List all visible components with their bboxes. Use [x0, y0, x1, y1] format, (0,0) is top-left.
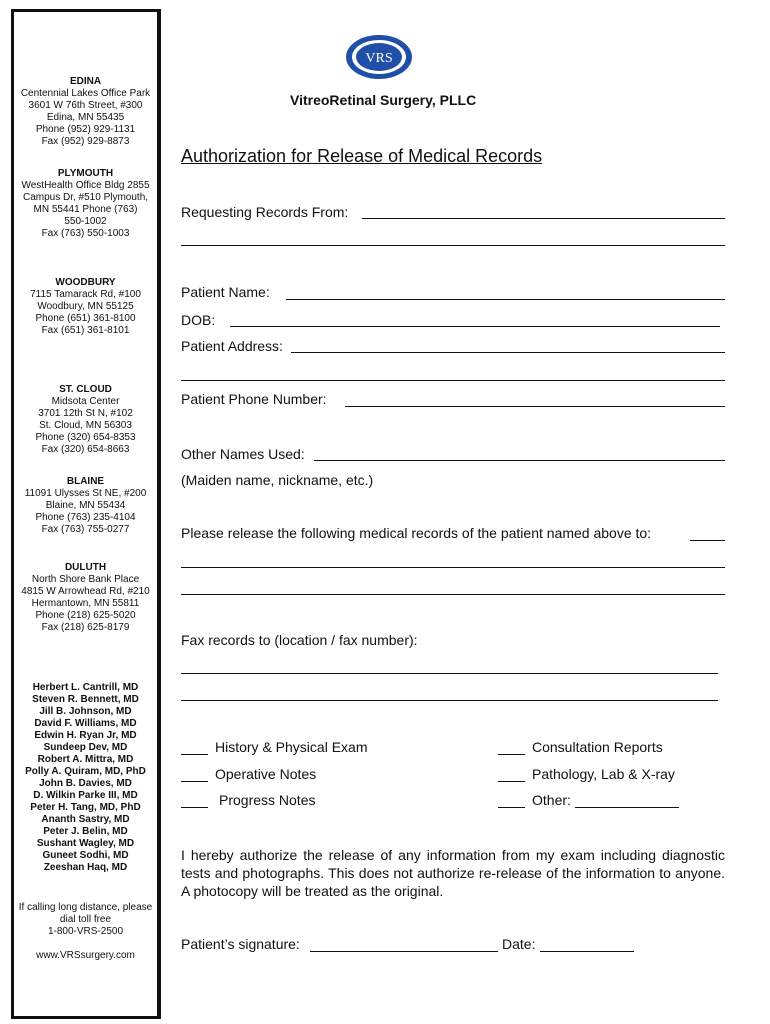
physician-name: Ananth Sastry, MD	[41, 814, 130, 825]
requesting-from-field[interactable]	[362, 218, 725, 219]
location-line: Phone (320) 654-8353	[35, 432, 136, 443]
patient-address-field-line2[interactable]	[181, 380, 725, 381]
location-name: BLAINE	[66, 476, 105, 487]
location-line: Woodbury, MN 55125	[37, 301, 134, 312]
physician-name: Sushant Wagley, MD	[36, 838, 135, 849]
pathology-lab-label: Pathology, Lab & X-ray	[532, 766, 675, 782]
location-edina	[14, 76, 157, 148]
location-blaine	[14, 476, 157, 536]
toll-free-note	[14, 902, 157, 938]
release-to-label: Please release the following medical records of the patient named above to:	[181, 525, 652, 541]
physician-name: Steven R. Bennett, MD	[32, 694, 139, 705]
history-physical-checkbox[interactable]	[181, 754, 208, 755]
vrs-eye-logo	[344, 33, 414, 81]
dob-field[interactable]	[230, 326, 720, 327]
patient-phone-label: Patient Phone Number:	[181, 391, 327, 407]
physician-name: Jill B. Johnson, MD	[39, 706, 132, 717]
physician-name: Zeeshan Haq, MD	[43, 862, 128, 873]
location-name: DULUTH	[64, 562, 107, 573]
location-line: Centennial Lakes Office Park	[20, 88, 151, 99]
patient-name-field[interactable]	[286, 299, 725, 300]
fax-records-label: Fax records to (location / fax number):	[181, 632, 418, 648]
physician-name: Peter J. Belin, MD	[43, 826, 128, 837]
location-line: Fax (320) 654-8663	[41, 444, 130, 455]
physician-name: David F. Williams, MD	[34, 718, 137, 729]
physician-name: Guneet Sodhi, MD	[42, 850, 129, 861]
pathology-lab-checkbox[interactable]	[498, 781, 525, 782]
location-line: Phone (952) 929-1131	[35, 124, 136, 135]
location-name: ST. CLOUD	[59, 384, 112, 395]
consultation-reports-label: Consultation Reports	[532, 739, 663, 755]
other-names-field[interactable]	[314, 460, 725, 461]
location-line: 4815 W Arrowhead Rd, #210	[21, 586, 150, 597]
footer-line: If calling long distance, please	[18, 902, 153, 913]
release-to-field[interactable]	[690, 540, 725, 541]
requesting-from-field-line2[interactable]	[181, 245, 725, 246]
physician-name: D. Wilkin Parke III, MD	[33, 790, 138, 801]
dob-label: DOB:	[181, 312, 216, 328]
fax-records-field[interactable]	[181, 673, 718, 674]
physician-name: Robert A. Mittra, MD	[37, 754, 134, 765]
location-line: Midsota Center	[51, 396, 120, 407]
other-names-label: Other Names Used:	[181, 446, 305, 462]
operative-notes-checkbox[interactable]	[181, 781, 208, 782]
location-duluth	[14, 562, 157, 634]
location-line: Fax (218) 625-8179	[41, 622, 130, 633]
location-line: MN 55441 Phone (763)	[33, 204, 138, 215]
location-line: Phone (651) 361-8100	[35, 313, 136, 324]
other-records-field[interactable]	[575, 807, 679, 808]
location-line: 11091 Ulysses St NE, #200	[24, 488, 147, 499]
physician-name: Peter H. Tang, MD, PhD	[30, 802, 141, 813]
physician-name: Herbert L. Cantrill, MD	[32, 682, 139, 693]
footer-line: dial toll free	[59, 914, 112, 925]
requesting-from-label: Requesting Records From:	[181, 204, 349, 220]
location-line: 7115 Tamarack Rd, #100	[30, 289, 141, 300]
location-line: 550-1002	[64, 216, 107, 227]
form-title: Authorization for Release of Medical Records	[181, 146, 543, 166]
location-name: EDINA	[69, 76, 102, 87]
patient-address-label: Patient Address:	[181, 338, 283, 354]
location-line: WestHealth Office Bldg 2855	[21, 180, 150, 191]
location-line: 3601 W 76th Street, #300	[28, 100, 143, 111]
physician-list	[14, 682, 157, 874]
logo-text: VRS	[365, 51, 393, 66]
date-label: Date:	[502, 936, 536, 952]
footer-line: 1-800-VRS-2500	[47, 926, 124, 937]
other-records-label: Other:	[532, 792, 571, 808]
location-line: Hermantown, MN 55811	[31, 598, 140, 609]
progress-notes-label: Progress Notes	[219, 792, 316, 808]
physician-name: Sundeep Dev, MD	[43, 742, 128, 753]
location-line: North Shore Bank Place	[31, 574, 140, 585]
date-field[interactable]	[540, 951, 634, 952]
location-line: Edina, MN 55435	[46, 112, 125, 123]
location-line: Fax (763) 550-1003	[41, 228, 130, 239]
location-st-cloud	[14, 384, 157, 456]
location-name: WOODBURY	[55, 277, 116, 288]
history-physical-label: History & Physical Exam	[215, 739, 368, 755]
other-records-checkbox[interactable]	[498, 807, 525, 808]
consultation-reports-checkbox[interactable]	[498, 754, 525, 755]
practice-name: VitreoRetinal Surgery, PLLC	[290, 92, 477, 108]
other-names-hint: (Maiden name, nickname, etc.)	[181, 472, 374, 488]
progress-notes-checkbox[interactable]	[181, 807, 208, 808]
location-line: St. Cloud, MN 56303	[39, 420, 132, 431]
location-line: Phone (763) 235-4104	[35, 512, 136, 523]
release-to-field-line2[interactable]	[181, 567, 725, 568]
fax-records-field-line2[interactable]	[181, 700, 718, 701]
physician-name: Polly A. Quiram, MD, PhD	[25, 766, 146, 777]
locations-sidebar	[11, 9, 161, 1019]
signature-field[interactable]	[310, 951, 498, 952]
location-line: Fax (952) 929-8873	[41, 136, 130, 147]
physician-name: John B. Davies, MD	[39, 778, 132, 789]
location-line: Phone (218) 625-5020	[35, 610, 136, 621]
release-to-field-line3[interactable]	[181, 594, 725, 595]
operative-notes-label: Operative Notes	[215, 766, 317, 782]
patient-name-label: Patient Name:	[181, 284, 270, 300]
location-line: Fax (763) 755-0277	[41, 524, 130, 535]
physician-name: Edwin H. Ryan Jr, MD	[34, 730, 137, 741]
website-link[interactable]: www.VRSsurgery.com	[36, 950, 135, 961]
location-line: Blaine, MN 55434	[45, 500, 126, 511]
location-name: PLYMOUTH	[57, 168, 114, 179]
patient-address-field[interactable]	[291, 352, 725, 353]
location-line: Fax (651) 361-8101	[41, 325, 130, 336]
location-line: 3701 12th St N, #102	[38, 408, 133, 419]
location-woodbury	[14, 277, 157, 337]
location-plymouth	[14, 168, 157, 240]
patient-phone-field[interactable]	[345, 406, 725, 407]
authorization-statement: I hereby authorize the release of any information from my exam including diagnostic tests and photographs. This does not authorize re-release of the information to anyone. A photocopy will be treated as the original.	[181, 847, 725, 899]
location-line: Campus Dr, #510 Plymouth,	[22, 192, 149, 203]
signature-label: Patient’s signature:	[181, 936, 300, 952]
